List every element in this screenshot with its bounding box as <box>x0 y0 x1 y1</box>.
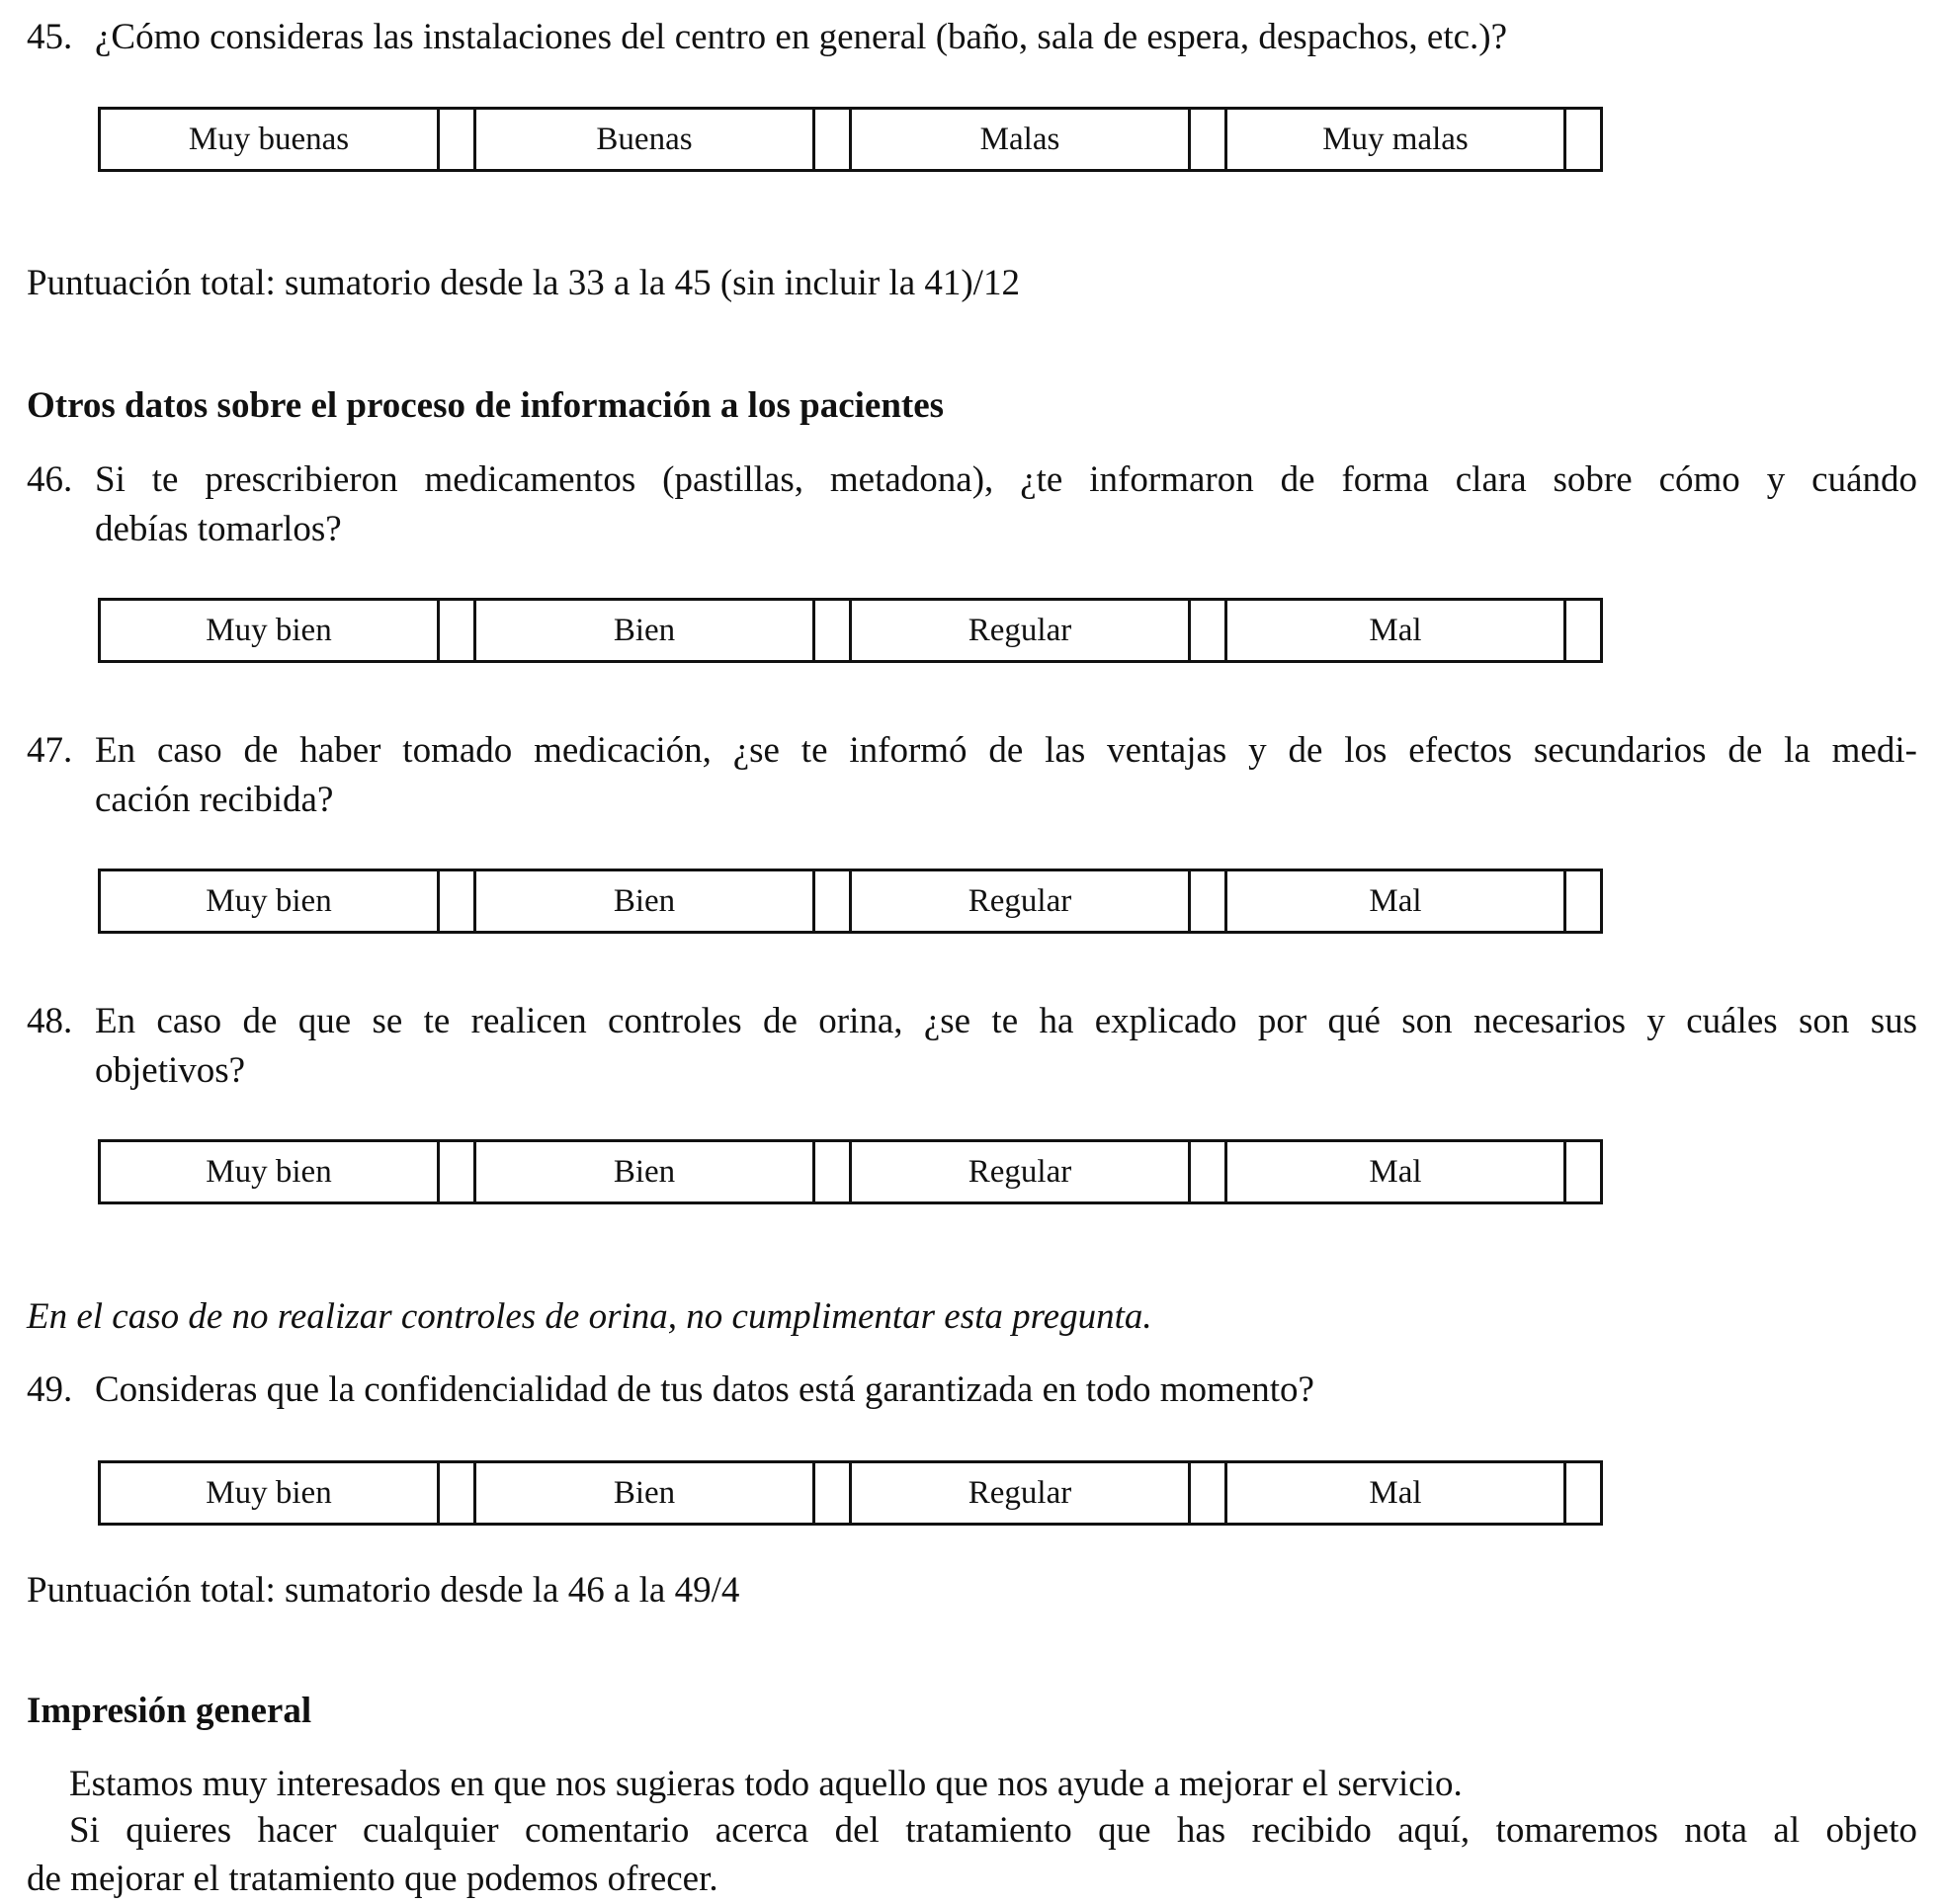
checkbox-bien[interactable] <box>815 601 852 660</box>
option-mal <box>1227 871 1603 931</box>
checkbox-mal[interactable] <box>1566 1463 1603 1523</box>
option-label: Regular <box>852 871 1191 931</box>
option-label: Mal <box>1227 871 1566 931</box>
option-label: Muy buenas <box>101 110 440 169</box>
option-regular <box>852 871 1227 931</box>
question-49 <box>27 1366 1917 1415</box>
option-label: Regular <box>852 601 1191 660</box>
total-score-1: Puntuación total: sumatorio desde la 33 a la 45 (sin incluir la 41)/12 <box>27 263 1020 303</box>
option-buenas <box>476 110 852 169</box>
checkbox-regular[interactable] <box>1191 1463 1227 1523</box>
total-score-2: Puntuación total: sumatorio desde la 46 a la 49/4 <box>27 1570 740 1611</box>
option-mal <box>1227 1463 1603 1523</box>
checkbox-regular[interactable] <box>1191 1142 1227 1201</box>
option-label: Mal <box>1227 601 1566 660</box>
option-regular <box>852 601 1227 660</box>
question-text: Consideras que la confidencialidad de tus datos está garantizada en todo momento? <box>95 1369 1314 1410</box>
impression-paragraph-1: Estamos muy interesados en que nos sugieras todo aquello que nos ayude a mejorar el servicio. <box>69 1764 1463 1804</box>
checkbox-bien[interactable] <box>815 1142 852 1201</box>
question-45 <box>27 13 1917 62</box>
option-label: Muy malas <box>1227 110 1566 169</box>
checkbox-malas[interactable] <box>1191 110 1227 169</box>
question-text-line2: debías tomarlos? <box>95 509 342 549</box>
option-label: Muy bien <box>101 1463 440 1523</box>
answer-scale-47 <box>98 869 1603 934</box>
option-label: Regular <box>852 1463 1191 1523</box>
checkbox-mal[interactable] <box>1566 871 1603 931</box>
checkbox-bien[interactable] <box>815 1463 852 1523</box>
question-48 <box>27 997 1917 1096</box>
checkbox-regular[interactable] <box>1191 601 1227 660</box>
impression-heading: Impresión general <box>27 1691 312 1731</box>
option-label: Regular <box>852 1142 1191 1201</box>
question-number: 49. <box>27 1369 73 1410</box>
question-text: ¿Cómo consideras las instalaciones del centro en general (baño, sala de espera, despachos, etc.)? <box>95 17 1508 57</box>
option-mal <box>1227 601 1603 660</box>
option-muy-bien <box>101 871 476 931</box>
question-text-line2: cación recibida? <box>95 780 334 820</box>
checkbox-buenas[interactable] <box>815 110 852 169</box>
checkbox-muy-bien[interactable] <box>440 1463 476 1523</box>
answer-scale-48 <box>98 1139 1603 1204</box>
option-mal <box>1227 1142 1603 1201</box>
question-text-line1: En caso de que se te realicen controles de orina, ¿se te ha explicado por qué son necesarios y cuáles son sus <box>95 1001 1917 1041</box>
option-bien <box>476 601 852 660</box>
checkbox-muy-bien[interactable] <box>440 1142 476 1201</box>
question-47 <box>27 726 1917 825</box>
option-label: Mal <box>1227 1142 1566 1201</box>
checkbox-bien[interactable] <box>815 871 852 931</box>
option-label: Buenas <box>476 110 815 169</box>
question-text-line1: Si te prescribieron medicamentos (pastillas, metadona), ¿te informaron de forma clara sobre cómo y cuándo <box>95 459 1917 500</box>
option-bien <box>476 1463 852 1523</box>
option-muy-buenas <box>101 110 476 169</box>
instruction-note: En el caso de no realizar controles de orina, no cumplimentar esta pregunta. <box>27 1296 1152 1337</box>
option-muy-malas <box>1227 110 1603 169</box>
option-regular <box>852 1142 1227 1201</box>
option-muy-bien <box>101 601 476 660</box>
question-text-line1: En caso de haber tomado medicación, ¿se te informó de las ventajas y de los efectos secundarios de la medi- <box>95 730 1917 771</box>
answer-scale-49 <box>98 1460 1603 1526</box>
option-malas <box>852 110 1227 169</box>
option-label: Bien <box>476 871 815 931</box>
option-label: Malas <box>852 110 1191 169</box>
option-bien <box>476 871 852 931</box>
question-number: 48. <box>27 1001 73 1041</box>
question-number: 46. <box>27 459 73 500</box>
checkbox-muy-malas[interactable] <box>1566 110 1603 169</box>
checkbox-muy-buenas[interactable] <box>440 110 476 169</box>
option-label: Mal <box>1227 1463 1566 1523</box>
question-text-line2: objetivos? <box>95 1050 246 1091</box>
option-label: Muy bien <box>101 871 440 931</box>
question-number: 45. <box>27 17 73 57</box>
checkbox-mal[interactable] <box>1566 601 1603 660</box>
option-regular <box>852 1463 1227 1523</box>
answer-scale-46 <box>98 598 1603 663</box>
option-muy-bien <box>101 1463 476 1523</box>
option-bien <box>476 1142 852 1201</box>
answer-scale-45 <box>98 107 1603 172</box>
option-label: Bien <box>476 1463 815 1523</box>
option-label: Muy bien <box>101 1142 440 1201</box>
question-number: 47. <box>27 730 73 771</box>
checkbox-muy-bien[interactable] <box>440 601 476 660</box>
option-label: Muy bien <box>101 601 440 660</box>
option-label: Bien <box>476 1142 815 1201</box>
option-label: Bien <box>476 601 815 660</box>
checkbox-muy-bien[interactable] <box>440 871 476 931</box>
option-muy-bien <box>101 1142 476 1201</box>
impression-paragraph-2-line1: Si quieres hacer cualquier comentario acerca del tratamiento que has recibido aquí, tomaremos nota al objeto <box>69 1810 1917 1851</box>
impression-paragraph-2-line2: de mejorar el tratamiento que podemos ofrecer. <box>27 1859 718 1899</box>
checkbox-regular[interactable] <box>1191 871 1227 931</box>
section-heading: Otros datos sobre el proceso de información a los pacientes <box>27 385 945 426</box>
checkbox-mal[interactable] <box>1566 1142 1603 1201</box>
question-46 <box>27 455 1917 554</box>
